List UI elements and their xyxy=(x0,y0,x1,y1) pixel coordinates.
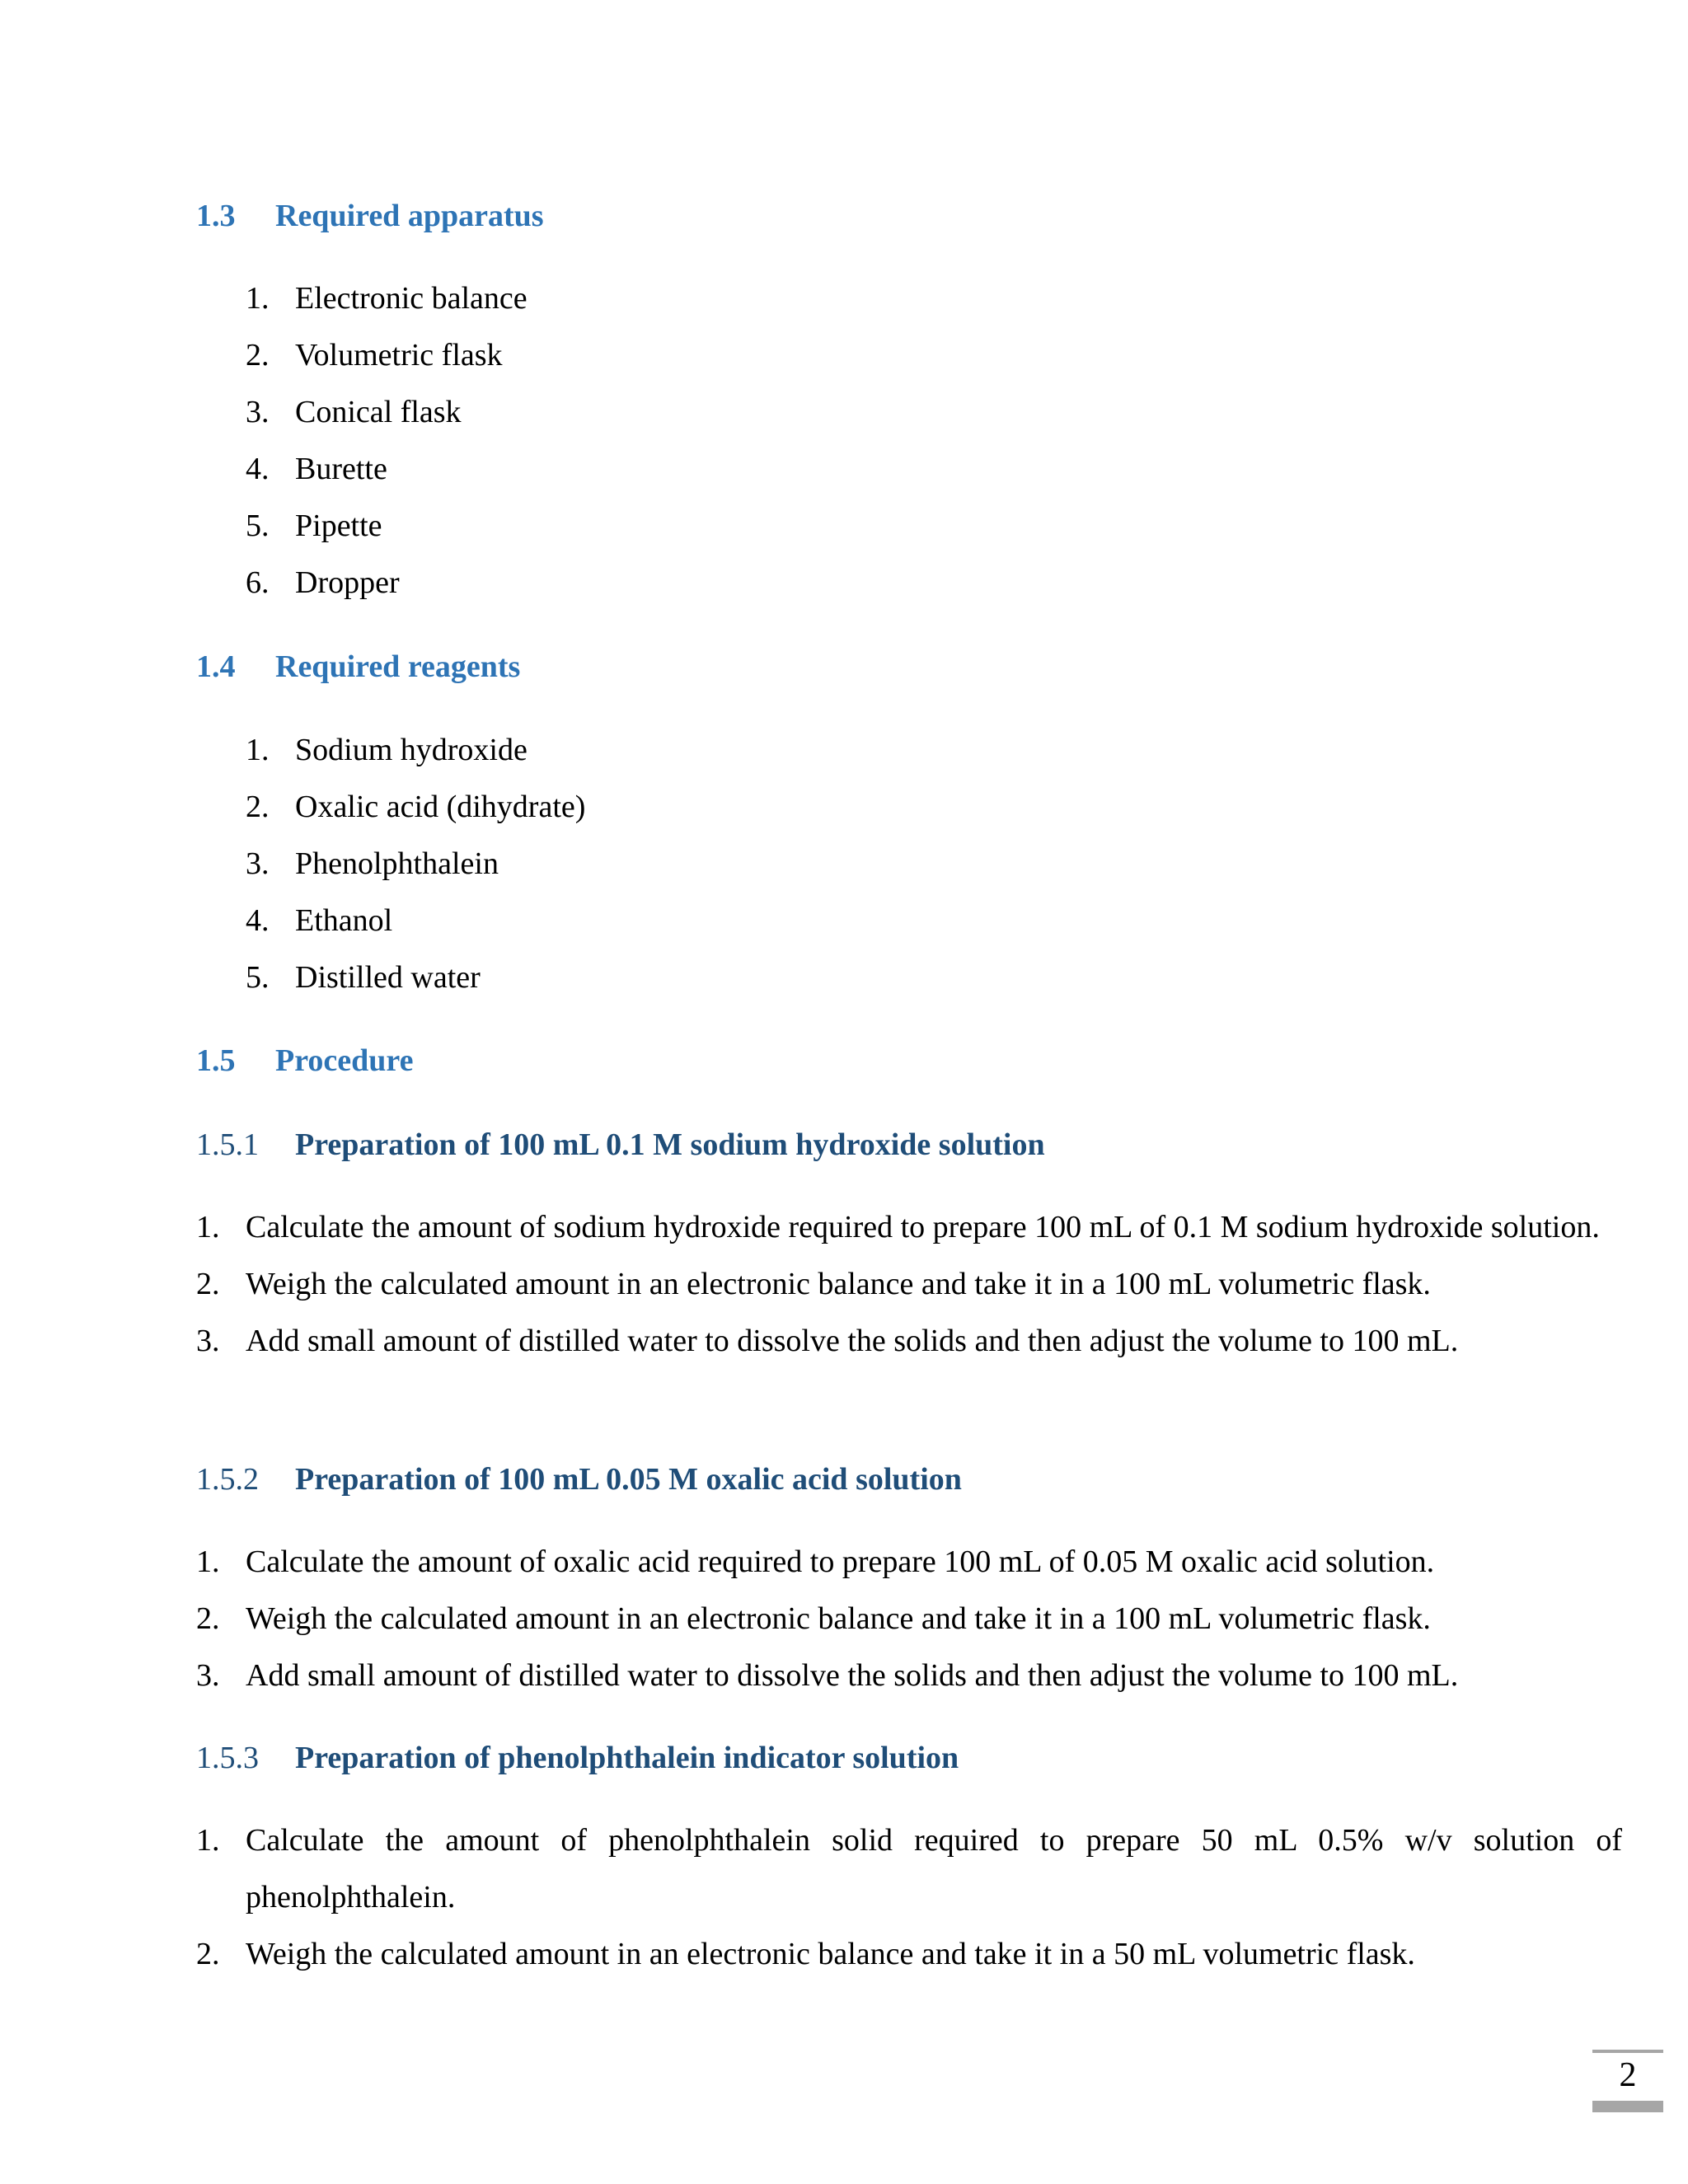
procedure-step xyxy=(196,1926,1622,1983)
list-item xyxy=(246,555,905,612)
list-marker: 4. xyxy=(246,903,270,938)
page-number: 2 xyxy=(1619,2056,1637,2094)
section-number: 1.4 xyxy=(196,649,236,684)
oxalic-steps xyxy=(196,1534,1622,1704)
step-marker: 1. xyxy=(196,1823,220,1858)
step-marker: 1. xyxy=(196,1210,220,1244)
list-marker: 5. xyxy=(246,509,270,543)
step-text: Calculate the amount of phenolphthalein solid required to prepare 50 mL 0.5% w/v solution of phenolphthalein. xyxy=(246,1823,1622,1915)
step-marker: 3. xyxy=(196,1658,220,1693)
list-marker: 3. xyxy=(246,395,270,429)
procedure-step xyxy=(196,1313,1622,1370)
list-marker: 2. xyxy=(246,790,270,824)
subsection-number: 1.5.2 xyxy=(196,1462,259,1497)
list-item-text: Sodium hydroxide xyxy=(295,733,528,767)
step-marker: 2. xyxy=(196,1267,220,1301)
list-item-text: Volumetric flask xyxy=(295,338,503,373)
step-text: Calculate the amount of sodium hydroxide required to prepare 100 mL of 0.1 M sodium hydroxide solution. xyxy=(246,1210,1600,1244)
naoh-steps xyxy=(196,1199,1622,1370)
list-item-text: Distilled water xyxy=(295,960,481,995)
procedure-step xyxy=(196,1647,1622,1704)
list-item xyxy=(246,384,905,441)
step-text: Weigh the calculated amount in an electronic balance and take it in a 100 mL volumetric flask. xyxy=(246,1601,1431,1636)
list-item xyxy=(246,779,905,836)
section-title: Required apparatus xyxy=(275,199,544,233)
list-item xyxy=(246,441,905,498)
indicator-steps xyxy=(196,1812,1622,1983)
step-text: Calculate the amount of oxalic acid required to prepare 100 mL of 0.05 M oxalic acid solution. xyxy=(246,1544,1435,1579)
list-item xyxy=(246,270,905,327)
list-item xyxy=(246,893,905,949)
step-marker: 3. xyxy=(196,1324,220,1358)
step-text: Add small amount of distilled water to dissolve the solids and then adjust the volume to 100 mL. xyxy=(246,1658,1459,1693)
subsection-title: Preparation of 100 mL 0.1 M sodium hydroxide solution xyxy=(295,1127,1045,1162)
list-item-text: Pipette xyxy=(295,509,382,543)
section-number: 1.3 xyxy=(196,199,236,233)
apparatus-list xyxy=(246,270,905,612)
step-text: Weigh the calculated amount in an electronic balance and take it in a 50 mL volumetric flask. xyxy=(246,1937,1415,1971)
list-item-text: Ethanol xyxy=(295,903,393,938)
footer-bar xyxy=(1592,2101,1663,2112)
step-marker: 2. xyxy=(196,1601,220,1636)
list-marker: 6. xyxy=(246,565,270,600)
page-footer xyxy=(1592,2050,1663,2112)
list-item xyxy=(246,498,905,555)
step-text: Add small amount of distilled water to dissolve the solids and then adjust the volume to 100 mL. xyxy=(246,1324,1459,1358)
list-item-text: Oxalic acid (dihydrate) xyxy=(295,790,586,824)
section-number: 1.5 xyxy=(196,1043,236,1078)
subsection-number: 1.5.1 xyxy=(196,1127,259,1162)
list-item-text: Electronic balance xyxy=(295,281,528,316)
list-item xyxy=(246,722,905,779)
list-marker: 5. xyxy=(246,960,270,995)
list-item-text: Burette xyxy=(295,452,387,486)
list-item-text: Dropper xyxy=(295,565,400,600)
list-marker: 1. xyxy=(246,733,270,767)
list-marker: 1. xyxy=(246,281,270,316)
procedure-step xyxy=(196,1812,1622,1926)
list-marker: 3. xyxy=(246,846,270,881)
section-title: Required reagents xyxy=(275,649,521,684)
list-item xyxy=(246,836,905,893)
subsection-title: Preparation of phenolphthalein indicator solution xyxy=(295,1741,959,1775)
procedure-step xyxy=(196,1199,1622,1256)
subsection-number: 1.5.3 xyxy=(196,1741,259,1775)
step-marker: 1. xyxy=(196,1544,220,1579)
procedure-step xyxy=(196,1534,1622,1591)
list-item xyxy=(246,327,905,384)
procedure-step xyxy=(196,1256,1622,1313)
list-item-text: Phenolphthalein xyxy=(295,846,499,881)
list-item-text: Conical flask xyxy=(295,395,462,429)
list-marker: 4. xyxy=(246,452,270,486)
subsection-title: Preparation of 100 mL 0.05 M oxalic acid solution xyxy=(295,1462,962,1497)
step-marker: 2. xyxy=(196,1937,220,1971)
section-title: Procedure xyxy=(275,1043,414,1078)
reagents-list xyxy=(246,722,905,1006)
procedure-step xyxy=(196,1591,1622,1647)
list-item xyxy=(246,949,905,1006)
list-marker: 2. xyxy=(246,338,270,373)
step-text: Weigh the calculated amount in an electronic balance and take it in a 100 mL volumetric flask. xyxy=(246,1267,1431,1301)
